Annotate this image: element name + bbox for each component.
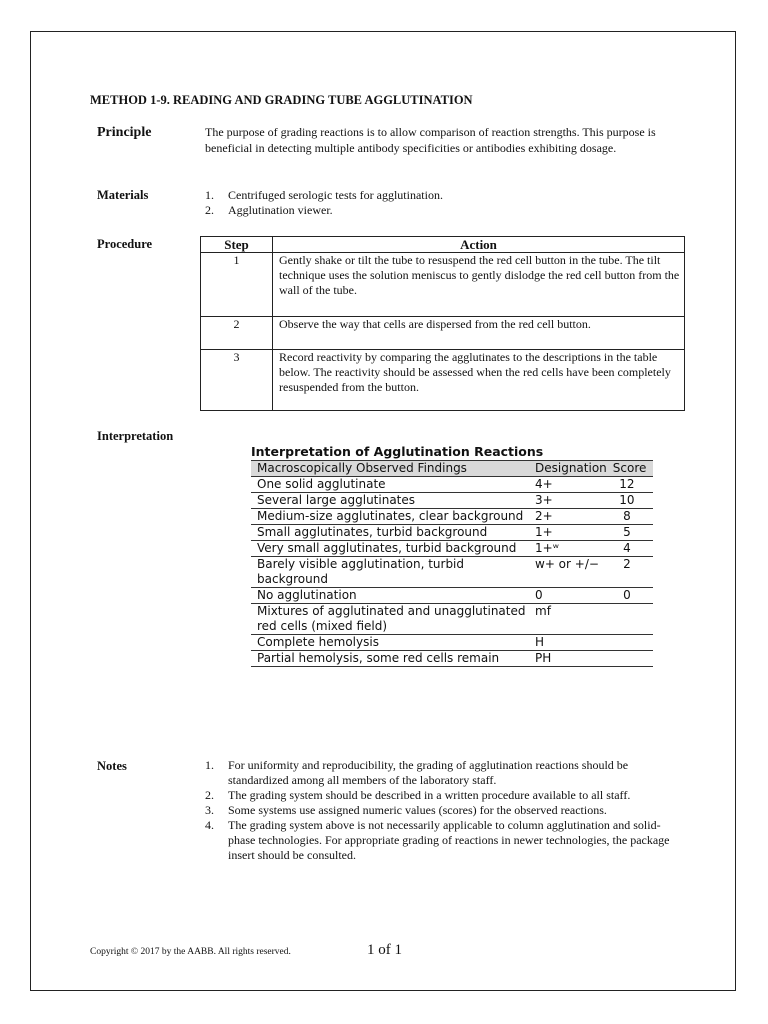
interpretation-table-title: Interpretation of Agglutination Reactions — [251, 444, 544, 459]
procedure-label: Procedure — [97, 237, 153, 251]
step-cell: 2 — [201, 317, 273, 350]
table-row — [251, 493, 653, 509]
action-cell: Observe the way that cells are dispersed from the red cell button. — [273, 317, 685, 350]
findings-cell: Partial hemolysis, some red cells remain — [251, 651, 529, 667]
list-text: The grading system should be described in a written procedure available to all staff. — [228, 788, 631, 802]
table-row — [251, 557, 653, 588]
list-number: 4. — [205, 818, 214, 832]
principle-label: Principle — [97, 125, 152, 140]
materials-label: Materials — [97, 188, 149, 202]
designation-header: Designation — [529, 461, 607, 477]
designation-cell: 3+ — [529, 493, 607, 509]
page-number: 1 of 1 — [367, 942, 402, 958]
findings-cell: No agglutination — [251, 588, 529, 604]
table-row — [251, 477, 653, 493]
interpretation-label: Interpretation — [97, 429, 174, 443]
list-item — [205, 803, 685, 818]
designation-cell: 1+ — [529, 525, 607, 541]
list-number: 2. — [205, 788, 214, 802]
list-item — [205, 818, 685, 863]
score-cell — [607, 651, 653, 667]
table-row — [251, 588, 653, 604]
list-item — [205, 788, 685, 803]
findings-cell: Complete hemolysis — [251, 635, 529, 651]
score-cell: 5 — [607, 525, 653, 541]
designation-cell: 0 — [529, 588, 607, 604]
list-text: Agglutination viewer. — [228, 203, 333, 217]
table-row — [201, 317, 685, 350]
table-row — [251, 604, 653, 635]
copyright-text: Copyright © 2017 by the AABB. All rights reserved. — [90, 947, 291, 957]
step-header: Step — [201, 237, 273, 253]
findings-cell: One solid agglutinate — [251, 477, 529, 493]
findings-cell: Barely visible agglutination, turbid background — [251, 557, 529, 588]
notes-list — [205, 758, 685, 863]
action-cell: Record reactivity by comparing the agglutinates to the descriptions in the table below. The reactivity should be assessed when the red cells have been completely resuspended from the button. — [273, 350, 685, 411]
table-header-row — [251, 461, 653, 477]
list-item — [205, 758, 685, 788]
action-cell: Gently shake or tilt the tube to resuspend the red cell button in the tube. The tilt technique uses the solution meniscus to gently dislodge the red cell button from the wall of the tube. — [273, 253, 685, 317]
table-row — [251, 509, 653, 525]
list-number: 3. — [205, 803, 214, 817]
list-text: Centrifuged serologic tests for agglutination. — [228, 188, 443, 202]
notes-label: Notes — [97, 759, 127, 773]
designation-cell: 2+ — [529, 509, 607, 525]
principle-text: The purpose of grading reactions is to allow comparison of reaction strengths. This purpose is beneficial in detecting multiple antibody specificities or antibodies exhibiting dosage. — [205, 125, 656, 155]
designation-cell: mf — [529, 604, 607, 635]
materials-list — [205, 188, 443, 218]
table-row — [251, 651, 653, 667]
score-cell — [607, 604, 653, 635]
score-cell: 2 — [607, 557, 653, 588]
method-title: METHOD 1-9. READING AND GRADING TUBE AGGLUTINATION — [90, 93, 473, 107]
list-number: 1. — [205, 188, 214, 202]
designation-cell: 1+ʷ — [529, 541, 607, 557]
procedure-table — [200, 236, 685, 411]
list-text: Some systems use assigned numeric values (scores) for the observed reactions. — [228, 803, 607, 817]
table-row — [251, 635, 653, 651]
table-row — [201, 253, 685, 317]
findings-cell: Mixtures of agglutinated and unagglutinated red cells (mixed field) — [251, 604, 529, 635]
interpretation-table — [251, 460, 653, 667]
list-item — [205, 188, 443, 203]
list-text: The grading system above is not necessarily applicable to column agglutination and solid-phase technologies. For appropriate grading of reactions in newer technologies, the package insert should be consulted. — [228, 818, 670, 862]
score-cell: 8 — [607, 509, 653, 525]
list-text: For uniformity and reproducibility, the grading of agglutination reactions should be standardized among all members of the laboratory staff. — [228, 758, 629, 787]
list-item — [205, 203, 443, 218]
designation-cell: 4+ — [529, 477, 607, 493]
list-number: 1. — [205, 758, 214, 772]
score-cell — [607, 635, 653, 651]
table-row — [251, 541, 653, 557]
findings-header: Macroscopically Observed Findings — [251, 461, 529, 477]
score-cell: 10 — [607, 493, 653, 509]
score-cell: 0 — [607, 588, 653, 604]
findings-cell: Several large agglutinates — [251, 493, 529, 509]
findings-cell: Medium-size agglutinates, clear background — [251, 509, 529, 525]
action-header: Action — [273, 237, 685, 253]
interpretation-table-block — [251, 443, 653, 667]
list-number: 2. — [205, 203, 214, 217]
designation-cell: H — [529, 635, 607, 651]
table-row — [201, 350, 685, 411]
score-cell: 4 — [607, 541, 653, 557]
table-row — [251, 525, 653, 541]
score-header: Score — [607, 461, 653, 477]
table-header-row — [201, 237, 685, 253]
findings-cell: Small agglutinates, turbid background — [251, 525, 529, 541]
designation-cell: PH — [529, 651, 607, 667]
step-cell: 1 — [201, 253, 273, 317]
score-cell: 12 — [607, 477, 653, 493]
findings-cell: Very small agglutinates, turbid background — [251, 541, 529, 557]
step-cell: 3 — [201, 350, 273, 411]
designation-cell: w+ or +/− — [529, 557, 607, 588]
